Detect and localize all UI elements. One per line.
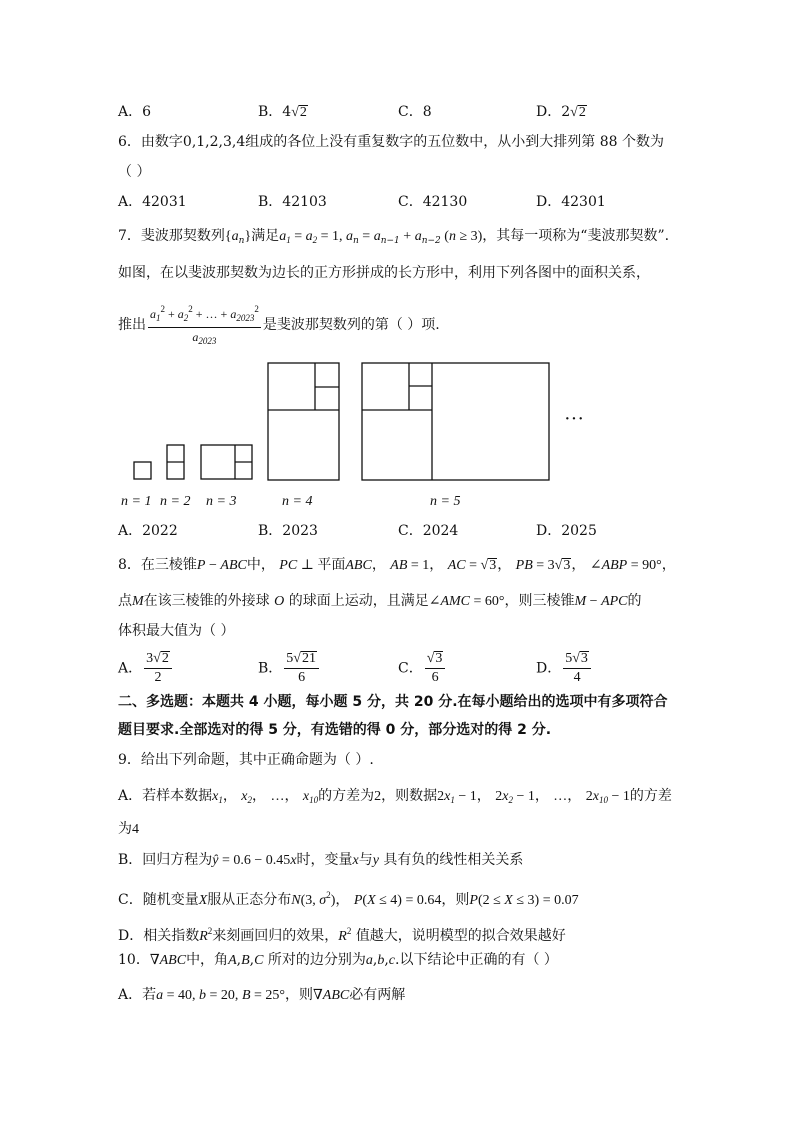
fibonacci-squares-figure xyxy=(0,0,794,520)
q9-stem: 9．给出下列命题，其中正确命题为（ ）. xyxy=(118,752,374,768)
q7-option-c: C．2024 xyxy=(398,523,459,539)
q5-option-d: D．2√2 xyxy=(536,104,586,120)
fig-label-n5: n = 5 xyxy=(430,494,461,509)
q8-option-a: A． $\frac{3√2}{2}$ xyxy=(118,650,174,687)
fig-n5-rect xyxy=(362,363,549,480)
q5-option-a: A．6 xyxy=(118,104,152,120)
q8-option-b: B． $\frac{5√21}{6}$ xyxy=(258,650,321,687)
q9-option-c: C．随机变量X服从正态分布N(3, $\sigma^2$)， P(X ≤ 4) = 0.64，则P(2 ≤ X ≤ 3) = 0.07 xyxy=(118,890,579,908)
q8-option-c: C． $\frac{√3}{6}$ xyxy=(398,650,447,687)
q7-stem-line2: 如图，在以斐波那契数为边长的正方形拼成的长方形中，利用下列各图中的面积关系， xyxy=(118,265,650,281)
q7-option-b: B．2023 xyxy=(258,523,318,539)
q9-option-d: D．相关指数$R^2$来刻画回归的效果，$R^2$ 值越大，说明模型的拟合效果越好 xyxy=(118,926,566,944)
fibonacci-fraction: $\frac{a_1^2 + a_2^2 + \dots + a_{2023}^2}{a_{2023}}$ xyxy=(148,300,261,350)
fig-ellipsis: ··· xyxy=(564,408,584,430)
q10-option-a: A．若a = 40, b = 20, B = 25°，则∇ABC必有两解 xyxy=(118,987,406,1003)
q9-option-a: A．若样本数据$x_1$， $x_2$， …， $x_{10}$的方差为2，则数据$2x_1 - 1$， $2x_2 - 1$， …， $2x_{10} - 1$的方差 xyxy=(118,788,672,805)
q8-option-d: D． $\frac{5√3}{4}$ xyxy=(536,650,593,687)
q8-stem-line3: 体积最大值为（ ） xyxy=(118,623,235,639)
q6-option-a: A．42031 xyxy=(118,194,187,210)
fig-label-n2: n = 2 xyxy=(160,494,191,509)
q7-option-d: D．2025 xyxy=(536,523,597,539)
fig-label-n4: n = 4 xyxy=(282,494,313,509)
fig-label-n1: n = 1 xyxy=(121,494,152,509)
q7-stem-line3: 推出 $\frac{a_1^2 + a_2^2 + \dots + a_{2023}^2}{a_{2023}}$ 是斐波那契数列的第（ ）项. xyxy=(118,300,440,350)
q5-option-c: C．8 xyxy=(398,104,432,120)
section2-heading-line2: 题目要求.全部选对的得 5 分，有选错的得 0 分，部分选对的得 2 分. xyxy=(118,722,552,738)
q7-stem-line1: 7．斐波那契数列$\{a_n\}$满足$a_1 = a_2 = 1$, $a_n = a_{n-1} + a_{n-2}$ (n ≥ 3)，其每一项称为“斐波那契数”. xyxy=(118,228,670,246)
q9-option-a-cont: 为4 xyxy=(118,821,139,837)
q6-paren: （ ） xyxy=(118,164,151,180)
q6-option-c: C．42130 xyxy=(398,194,468,210)
fig-n1-square xyxy=(134,462,151,479)
q5-option-b: B．4√2 xyxy=(258,104,307,120)
q6-option-d: D．42301 xyxy=(536,194,606,210)
section2-heading-line1: 二、多选题：本题共 4 小题，每小题 5 分，共 20 分.在每小题给出的选项中有多项符合 xyxy=(118,694,668,710)
q7-option-a: A．2022 xyxy=(118,523,178,539)
fig-n4-rect xyxy=(268,363,339,480)
q6-option-b: B．42103 xyxy=(258,194,327,210)
q9-option-b: B．回归方程为ŷ = 0.6 − 0.45x时，变量x与y 具有负的线性相关关系 xyxy=(118,852,524,868)
q8-stem-line1: 8．在三棱锥P − ABC中， PC ⊥ 平面ABC， AB = 1， AC = √3， PB = 3√3， ∠ABP = 90°， xyxy=(118,557,676,573)
q10-stem: 10．∇ABC中，角A,B,C 所对的边分别为a,b,c.以下结论中正确的有（ ） xyxy=(118,952,558,968)
q6-stem: 6．由数字0,1,2,3,4组成的各位上没有重复数字的五位数中，从小到大排列第 88 个数为 xyxy=(118,134,664,150)
q8-stem-line2: 点M在该三棱锥的外接球 O 的球面上运动，且满足∠AMC = 60°，则三棱锥M − APC的 xyxy=(118,593,642,609)
fig-label-n3: n = 3 xyxy=(206,494,237,509)
